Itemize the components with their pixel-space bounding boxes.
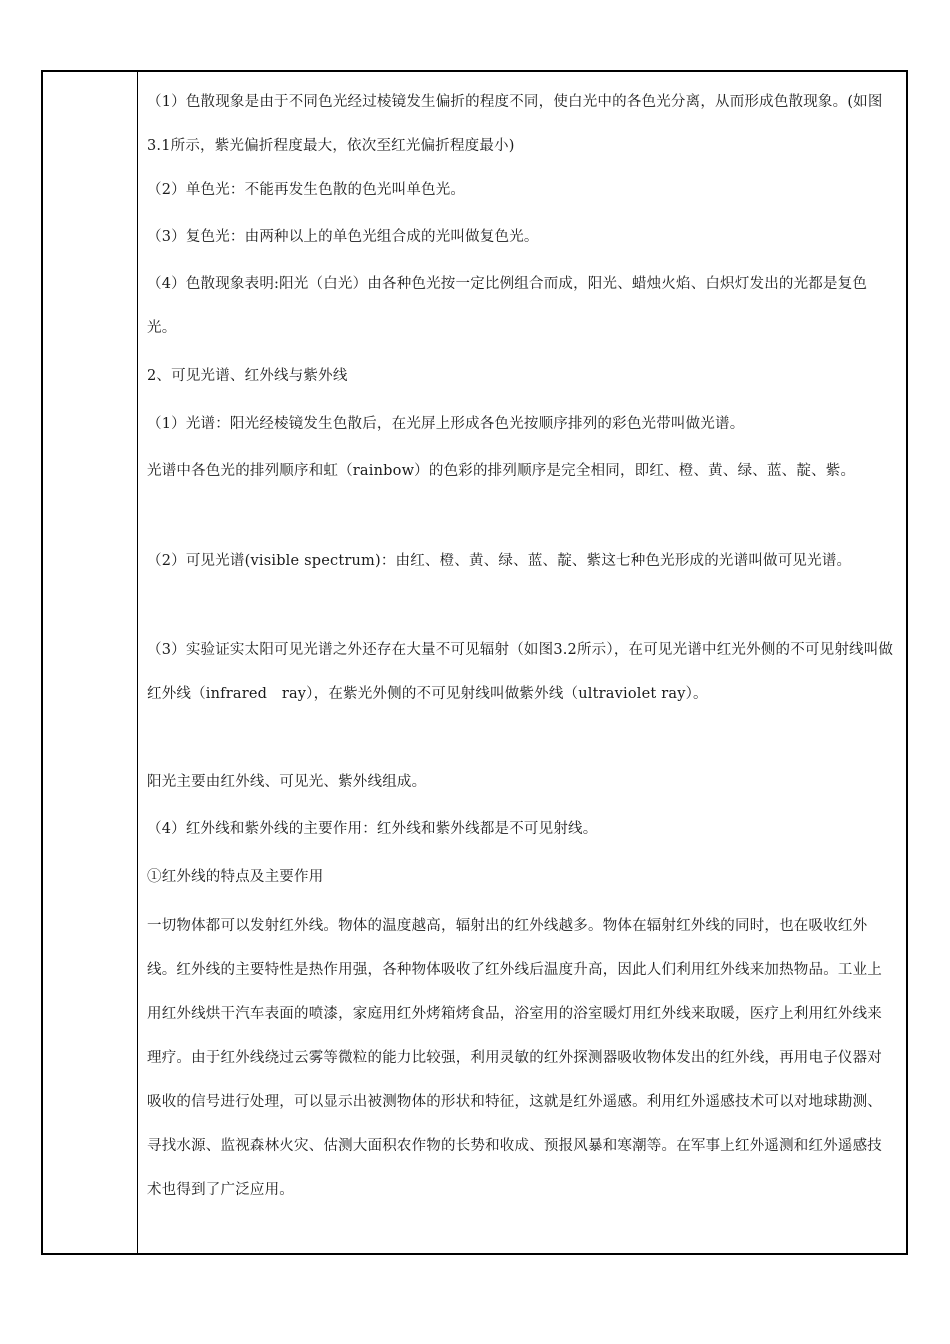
paragraph-spectrum: （1）光谱：阳光经棱镜发生色散后，在光屏上形成各色光按顺序排列的彩色光带叫做光谱。 xyxy=(147,416,745,432)
paragraph-monochromatic: （2）单色光：不能再发生色散的色光叫单色光。 xyxy=(147,182,466,198)
table-content-cell xyxy=(138,72,906,1253)
subheading-infrared: ①红外线的特点及主要作用 xyxy=(147,869,324,885)
paragraph-infrared-details: 一切物体都可以发射红外线。物体的温度越高，辐射出的红外线越多。物体在辐射红外线的同时，也在吸收红外线。红外线的主要特性是热作用强，各种物体吸收了红外线后温度升高，因此人们利用红外线来加热物品。工业上用红外线烘干汽车表面的喷漆，家庭用红外烤箱烤食品，浴室用的浴室暖灯用红外线来取暖，医疗上利用红外线来理疗。由于红外线绕过云雾等微粒的能力比较强，利用灵敏的红外探测器吸收物体发出的红外线，再用电子仪器对吸收的信号进行处理，可以显示出被测物体的形状和特征，这就是红外遥感。利用红外遥感技术可以对地球勘测、寻找水源、监视森林火灾、估测大面积农作物的长势和收成、预报风暴和寒潮等。在军事上红外遥测和红外遥感技术也得到了广泛应用。 xyxy=(147,918,882,1198)
paragraph-ir-uv-role: （4）红外线和紫外线的主要作用：红外线和紫外线都是不可见射线。 xyxy=(147,821,598,837)
paragraph-visible-spectrum: （2）可见光谱(visible spectrum)：由红、橙、黄、绿、蓝、靛、紫这七种色光形成的光谱叫做可见光谱。 xyxy=(147,553,852,569)
paragraph-dispersion: （1）色散现象是由于不同色光经过棱镜发生偏折的程度不同，使白光中的各色光分离，从而形成色散现象。(如图3.1所示，紫光偏折程度最大，依次至红光偏折程度最小) xyxy=(147,94,883,154)
section-heading-spectrum: 2、可见光谱、红外线与紫外线 xyxy=(147,368,348,384)
paragraph-invisible-radiation: （3）实验证实太阳可见光谱之外还存在大量不可见辐射（如图3.2所示），在可见光谱中红光外侧的不可见射线叫做红外线（infrared ray），在紫光外侧的不可见射线叫做紫外线（ultraviolet ray）。 xyxy=(147,642,894,702)
table-left-column xyxy=(43,72,138,1253)
paragraph-rainbow-order: 光谱中各色光的排列顺序和虹（rainbow）的色彩的排列顺序是完全相同，即红、橙、黄、绿、蓝、靛、紫。 xyxy=(147,463,856,479)
paragraph-dispersion-shows: （4）色散现象表明:阳光（白光）由各种色光按一定比例组合而成，阳光、蜡烛火焰、白炽灯发出的光都是复色光。 xyxy=(147,276,868,336)
paragraph-polychromatic: （3）复色光：由两种以上的单色光组合成的光叫做复色光。 xyxy=(147,229,539,245)
paragraph-sunlight-composition: 阳光主要由红外线、可见光、紫外线组成。 xyxy=(147,774,427,790)
content-table xyxy=(41,70,908,1255)
